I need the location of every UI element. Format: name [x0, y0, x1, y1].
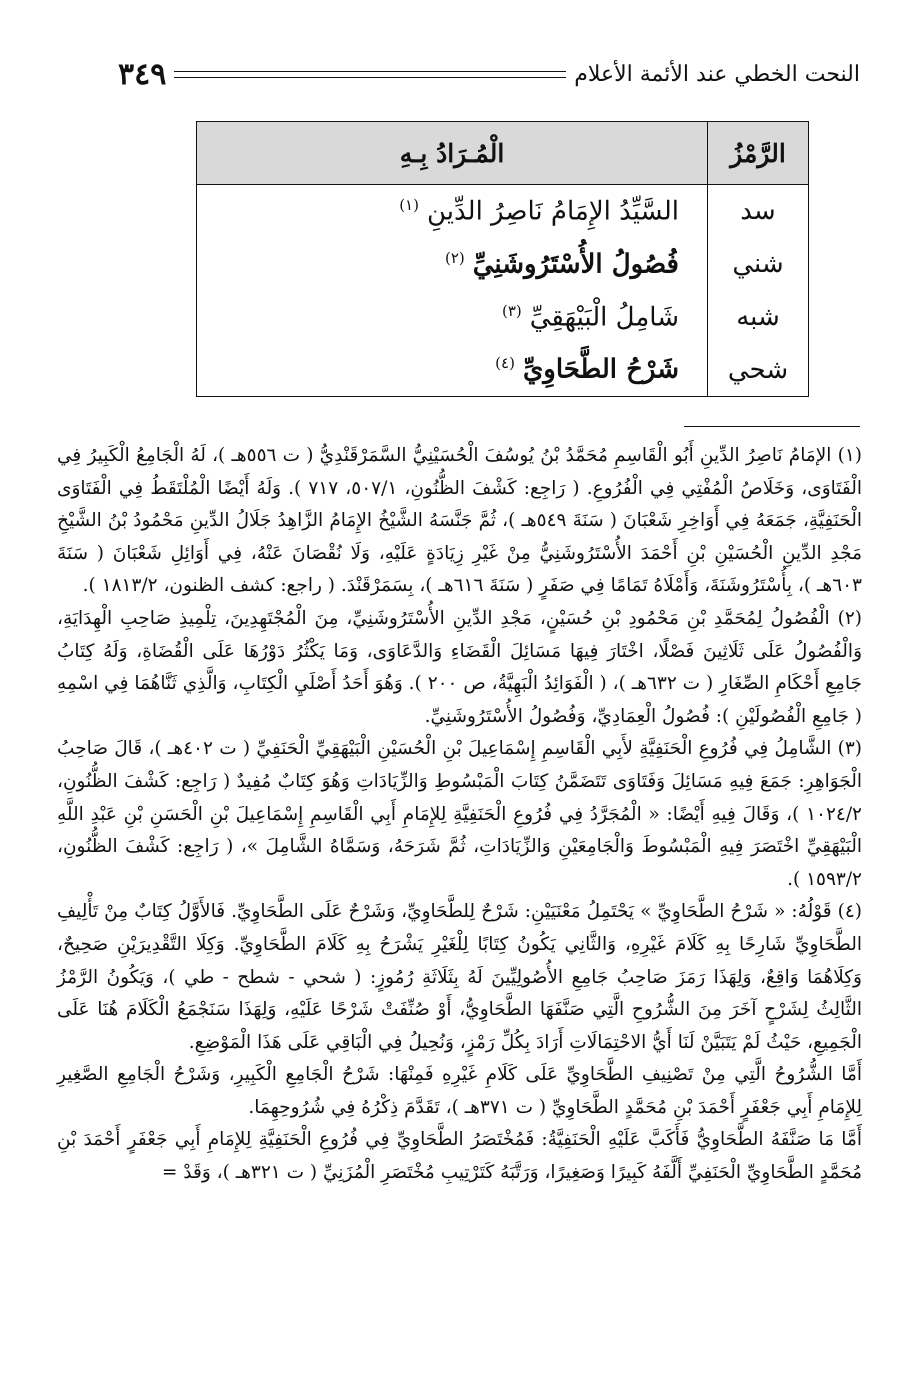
meaning-text: فُصُولُ الأُسْتَرُوشَنِيِّ: [472, 249, 679, 280]
footnotes: [57, 440, 862, 1190]
running-header: [118, 52, 860, 96]
footnote-4: (٤) قَوْلُهُ: « شَرْحُ الطَّحَاوِيِّ » يَحْتَمِلُ مَعْنَيَيْنِ: شَرْحٌ لِلطَّحَاوِيِّ، وَشَرْحٌ عَلَى الطَّحَاوِيِّ. فَالأَوَّلُ كِتَابٌ مِنْ تَأْلِيفِ الطَّحَاوِيِّ شَارِحًا بِهِ كَلَامَ غَيْرِهِ، وَالثَّانِي يَكُونُ كِتَابًا لِلْغَيْرِ يَشْرَحُ بِهِ كَلَامَ الطَّحَاوِيِّ. وَكِلَا التَّقْدِيرَيْنِ صَحِيحٌ، وَكِلَاهُمَا وَاقِعٌ، وَلِهَذَا رَمَزَ صَاحِبُ جَامِعِ الأُصُولِيِّينَ لَهُ بِثَلَاثَةِ رُمُوزٍ: ( شحي - شطح - طي )، وَيَكُونُ الرَّمْزُ الثَّالِثُ لِشَرْحٍ آخَرَ مِنَ الشُّرُوحِ الَّتِي صَنَّفَهَا الطَّحَاوِيُّ، أَوْ صُنِّفَتْ شَرْحًا عَلَيْهِ، وَلِهَذَا سَنَجْمَعُ الْكَلَامَ هُنَا عَلَى الْجَمِيعِ، حَيْثُ لَمْ يَتَبَيَّنْ لَنَا أَيُّ الاحْتِمَالَاتِ أَرَادَ بِكُلِّ رَمْزٍ، وَنُحِيلُ فِي الْبَاقِي عَلَى هَذَا الْمَوْضِعِ.: [57, 901, 862, 1053]
footnote-4-continued: أَمَّا مَا صَنَّفَهُ الطَّحَاوِيُّ فَأَكَبَّ عَلَيْهِ الْحَنَفِيَّةُ: فَمُخْتَصَرُ الطَّحَاوِيِّ فِي فُرُوعِ الْحَنَفِيَّةِ لِلإِمَامِ أَبِي جَعْفَرٍ أَحْمَدَ بْنِ مُحَمَّدٍ الطَّحَاوِيِّ الْحَنَفِيِّ أَلَّفَهُ كَبِيرًا وَصَغِيرًا، وَرَتَّبَهُ كَتَرْتِيبِ مُخْتَصَرِ الْمُزَنِيِّ ( ت ٣٢١هـ )، وَقَدْ =: [57, 1129, 862, 1184]
table-row: [197, 290, 809, 343]
footnote-4-continued: أَمَّا الشُّرُوحُ الَّتِي مِنْ تَصْنِيفِ الطَّحَاوِيِّ عَلَى كَلَامِ غَيْرِهِ فَمِنْهَا: شَرْحُ الْجَامِعِ الْكَبِيرِ، وَشَرْحُ الْجَامِعِ الصَّغِيرِ لِلإِمَامِ أَبِي جَعْفَرٍ أَحْمَدَ بْنِ مُحَمَّدٍ الطَّحَاوِيِّ ( ت ٣٧١هـ )، تَقَدَّمَ ذِكْرُهُ فِي شُرُوحِهِمَا.: [57, 1064, 862, 1118]
footnote-separator: [684, 426, 860, 427]
footnote-marker: (٣): [501, 301, 522, 320]
footnote-marker: (١): [399, 196, 419, 215]
running-title: النحت الخطي عند الأئمة الأعلام: [574, 61, 860, 87]
row-meaning: [197, 238, 708, 291]
header-double-rule: [174, 71, 566, 78]
row-code: شحي: [708, 343, 809, 396]
row-code: شبه: [708, 290, 809, 343]
row-code: سد: [708, 185, 809, 238]
row-meaning: [197, 343, 708, 396]
page-number: ٣٤٩: [118, 56, 167, 92]
table-header-row: [197, 122, 809, 185]
table-row: [197, 185, 809, 238]
footnote-marker: (٤): [495, 354, 515, 373]
table-row: [197, 343, 809, 396]
footnote-1: (١) الإمَامُ نَاصِرُ الدِّينِ أَبُو الْقَاسِمِ مُحَمَّدُ بْنُ يُوسُفَ الْحُسَيْنِيُّ السَّمَرْقَنْدِيُّ ( ت ٥٥٦هـ )، لَهُ الْجَامِعُ الْكَبِيرُ فِي الْفَتَاوَى، وَخَلَاصُ الْمُفْتِي فِي الْفُرُوعِ. ( رَاجِع: كَشْفَ الظُّنُونِ، ٥٠٧/١، ٧١٧ ). وَلَهُ أَيْضًا الْمُلْتَقَطُ فِي الْفَتَاوَى الْحَنَفِيَّةِ، جَمَعَهُ فِي أَوَاخِرِ شَعْبَانَ ( سَنَةَ ٥٤٩هـ )، ثُمَّ جَنَّسَهُ الشَّيْخُ الإِمَامُ الزَّاهِدُ جَلَالُ الدِّينِ مَحْمُودُ بْنُ الشَّيْخِ مَجْدِ الدِّينِ الْحُسَيْنِ بْنِ أَحْمَدَ الأُسْتَرُوشَنِيُّ مِنْ غَيْرِ زِيَادَةٍ عَلَيْهِ، وَلَا نُقْصَانَ عَنْهُ، فِي أَوَائِلِ شَعْبَانَ ( سَنَةَ ٦٠٣هـ )، بِأُسْتَرُوشَنَةَ، وَأَمْلَاهُ تَمَامًا فِي صَفَرٍ ( سَنَةَ ٦١٦هـ )، بِسَمَرْقَنْدَ. ( راجع: كشف الظنون، ١٨١٣/٢ ).: [57, 445, 863, 597]
row-code: شني: [708, 238, 809, 291]
column-header-code: الرَّمْزُ: [708, 122, 809, 185]
footnote-3: (٣) الشَّامِلُ فِي فُرُوعِ الْحَنَفِيَّةِ لأَبِي الْقَاسِمِ إِسْمَاعِيلَ بْنِ الْحُسَيْنِ الْبَيْهَقِيِّ الْحَنَفِيِّ ( ت ٤٠٢هـ )، قَالَ صَاحِبُ الْجَوَاهِرِ: جَمَعَ فِيهِ مَسَائِلَ وَفَتَاوَى تَتَضَمَّنُ كِتَابَ الْمَبْسُوطِ وَالزِّيَادَاتِ وَهُوَ كِتَابٌ مُفِيدٌ ( رَاجِع: كَشْفَ الظُّنُونِ، ١٠٢٤/٢ )، وَقَالَ فِيهِ أَيْضًا: « الْمُجَرَّدُ فِي فُرُوعِ الْحَنَفِيَّةِ لِلإِمَامِ أَبِي الْقَاسِمِ إِسْمَاعِيلَ بْنِ الْحَسَنِ بْنِ عَبْدِ اللَّهِ الْبَيْهَقِيِّ اخْتَصَرَ فِيهِ الْمَبْسُوطَ وَالْجَامِعَيْنِ وَالزِّيَادَاتِ، ثُمَّ شَرَحَهُ، وَسَمَّاهُ الشَّامِلَ »، ( رَاجِع: كَشْفَ الظُّنُونِ، ١٥٩٣/٢ ).: [57, 738, 863, 890]
symbols-table: [196, 121, 809, 397]
row-meaning: [197, 290, 708, 343]
footnote-marker: (٢): [444, 248, 465, 267]
meaning-text: شَرْحُ الطَّحَاوِيِّ: [522, 354, 679, 385]
table-row: [197, 238, 809, 291]
meaning-text: شَامِلُ الْبَيْهَقِيِّ: [529, 302, 679, 333]
row-meaning: [197, 185, 708, 238]
meaning-text: السَّيِّدُ الإِمَامُ نَاصِرُ الدِّينِ: [426, 196, 679, 227]
footnote-2: (٢) الْفُصُولُ لِمُحَمَّدِ بْنِ مَحْمُودِ بْنِ حُسَيْنٍ، مَجْدِ الدِّينِ الأُسْتَرُوشَنِيِّ، مِنَ الْمُجْتَهِدِينَ، تِلْمِيذِ صَاحِبِ الْهِدَايَةِ، وَالْفُصُولُ عَلَى ثَلَاثِينَ فَصْلًا، اخْتَارَ فِيهَا مَسَائِلَ الْقَضَاءِ وَالدَّعَاوَى، وَمَا يَكْثُرُ دَوْرُهَا عَلَى الْقُضَاةِ، وَلَهُ كِتَابُ جَامِعِ أَحْكَامِ الصِّغَارِ ( ت ٦٣٢هـ )، ( الْفَوَائِدُ الْبَهِيَّةُ، ص ٢٠٠ ). وَهُوَ أَحَدُ أَصْلَيِ الْكِتَابِ، وَالَّذِي ثَنَّاهُمَا فِي اسْمِهِ ( جَامِعِ الْفُصُولَيْنِ ): فُصُولُ الْعِمَادِيِّ، وَفُصُولُ الأُسْتَرُوشَنِيِّ.: [57, 607, 862, 727]
column-header-meaning: الْمُـرَادُ بِـهِ: [197, 122, 708, 185]
